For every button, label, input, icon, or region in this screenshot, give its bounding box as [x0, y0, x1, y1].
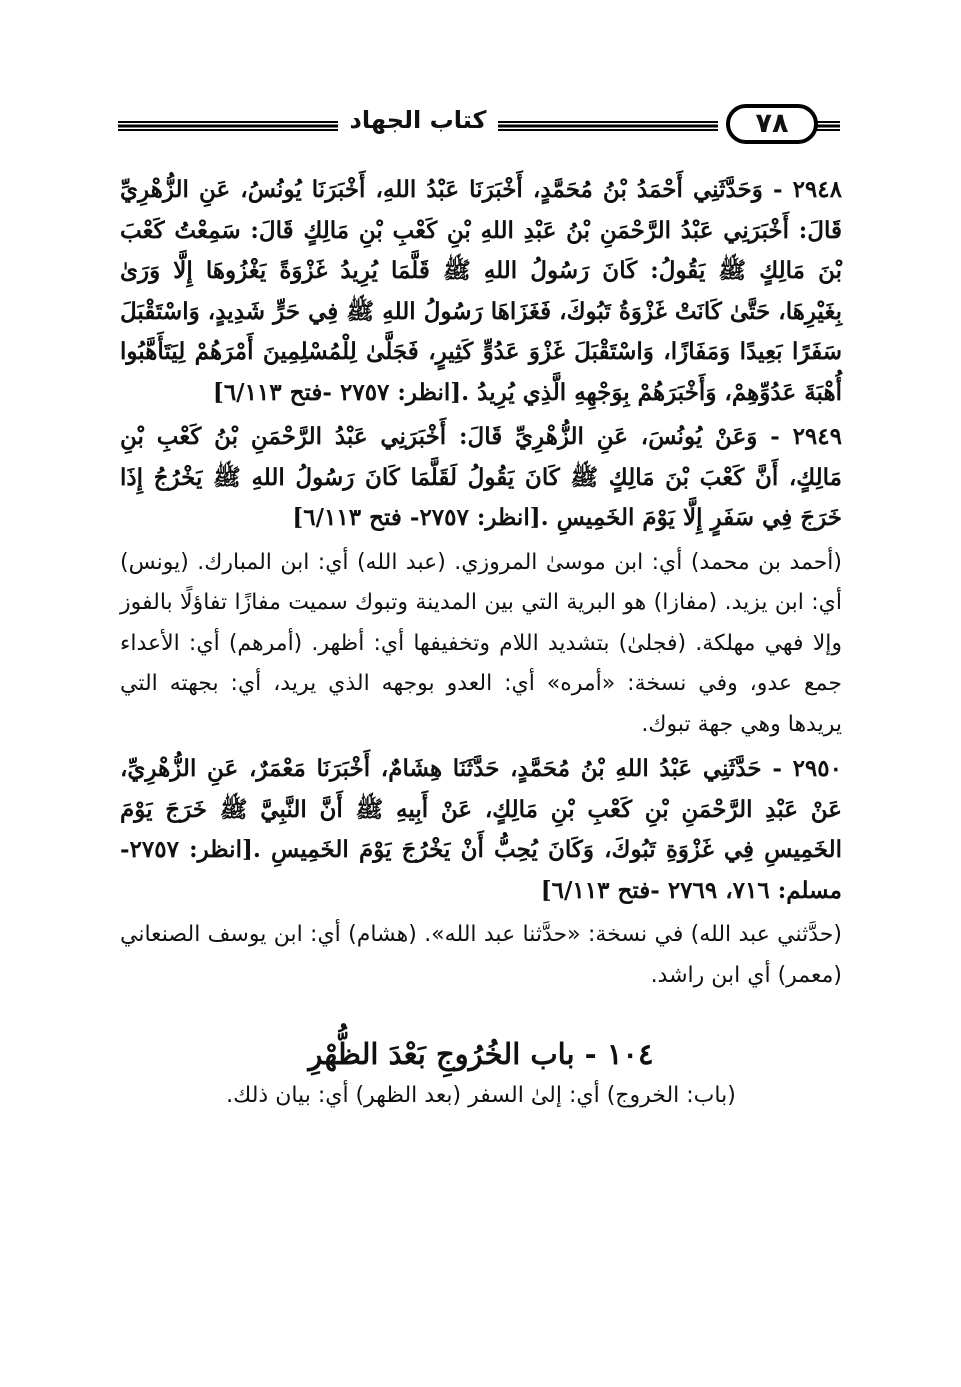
page-number: ٧٨ [726, 104, 818, 144]
commentary-paragraph: (أحمد بن محمد) أي: ابن موسىٰ المروزي. (عبد الله) أي: ابن المبارك. (يونس) أي: ابن يزيد. (مفازا) هو البرية التي بين المدينة وتبوك سميت مفازًا تفاؤلًا بالفوز وإلا فهي مهلكة. (فجلىٰ) بتشديد اللام وتخفيفها أي: أظهر. (أمرهم) أي: الأعداء جمع عدو، وفي نسخة: «أمره» أي: العدو بوجهه الذي يريد، أي: بجهته التي يريدها وهي جهة تبوك. [120, 549, 842, 737]
hadith-2948: ٢٩٤٨ - وَحَدَّثَنِي أَحْمَدُ بْنُ مُحَمَّدٍ، أَخْبَرَنَا عَبْدُ اللهِ، أَخْبَرَنَا يُونُسُ، عَنِ الزُّهْرِيِّ قَالَ: أَخْبَرَنِي عَبْدُ الرَّحْمَنِ بْنُ عَبْدِ اللهِ بْنِ كَعْبِ بْنِ مَالِكٍ قَالَ: سَمِعْتُ كَعْبَ بْنَ مَالِكٍ ﷺ يَقُولُ: كَانَ رَسُولُ اللهِ ﷺ قَلَّمَا يُرِيدُ غَزْوَةً يَغْزُوهَا إِلَّا وَرَىٰ بِغَيْرِهَا، حَتَّىٰ كَانَتْ غَزْوَةُ تَبُوكَ، فَغَزَاهَا رَسُولُ اللهِ ﷺ فِي حَرٍّ شَدِيدٍ، وَاسْتَقْبَلَ سَفَرًا بَعِيدًا وَمَفَازًا، وَاسْتَقْبَلَ غَزْوَ عَدُوٍّ كَثِيرٍ، فَجَلَّىٰ لِلْمُسْلِمِينَ أَمْرَهُمْ لِيَتَأَهَّبُوا أُهْبَةَ عَدُوِّهِمْ، وَأَخْبَرَهُمْ بِوَجْهِهِ الَّذِي يُرِيدُ .[انظر: ٢٧٥٧ -فتح ٦/١١٣] [120, 176, 842, 406]
page-header [118, 100, 840, 152]
book-title: كتاب الجهاد [118, 106, 718, 134]
chapter-title: ١٠٤ - باب الخُرُوجِ بَعْدَ الظُّهْرِ [308, 1037, 654, 1071]
hadith-2949: ٢٩٤٩ - وَعَنْ يُونُسَ، عَنِ الزُّهْرِيِّ قَالَ: أَخْبَرَنِي عَبْدُ الرَّحْمَنِ بْنُ كَعْبِ بْنِ مَالِكٍ، أَنَّ كَعْبَ بْنَ مَالِكٍ ﷺ كَانَ يَقُولُ لَقَلَّمَا كَانَ رَسُولُ اللهِ ﷺ يَخْرُجُ إِذَا خَرَجَ فِي سَفَرٍ إِلَّا يَوْمَ الخَمِيسِ .[انظر: ٢٧٥٧- فتح ٦/١١٣] [120, 423, 842, 531]
chapter-note: (باب: الخروج) أي: إلىٰ السفر (بعد الظهر) أي: بيان ذلك. [226, 1083, 736, 1108]
commentary-paragraph: (حدَّثني عبد الله) في نسخة: «حدَّثنا عبد الله». (هشام) أي: ابن يوسف الصنعاني (معمر) أي ابن راشد. [120, 922, 842, 988]
hadith-2950: ٢٩٥٠ - حَدَّثَنِي عَبْدُ اللهِ بْنُ مُحَمَّدٍ، حَدَّثَنَا هِشَامٌ، أَخْبَرَنَا مَعْمَرٌ، عَنِ الزُّهْرِيِّ، عَنْ عَبْدِ الرَّحْمَنِ بْنِ كَعْبِ بْنِ مَالِكٍ، عَنْ أَبِيهِ ﷺ أَنَّ النَّبِيَّ ﷺ خَرَجَ يَوْمَ الخَمِيسِ فِي غَزْوَةِ تَبُوكَ، وَكَانَ يُحِبُّ أَنْ يَخْرُجَ يَوْمَ الخَمِيسِ .[انظر: ٢٧٥٧- مسلم: ٧١٦، ٢٧٦٩ -فتح ٦/١١٣] [120, 755, 842, 904]
page-body [120, 170, 842, 1116]
